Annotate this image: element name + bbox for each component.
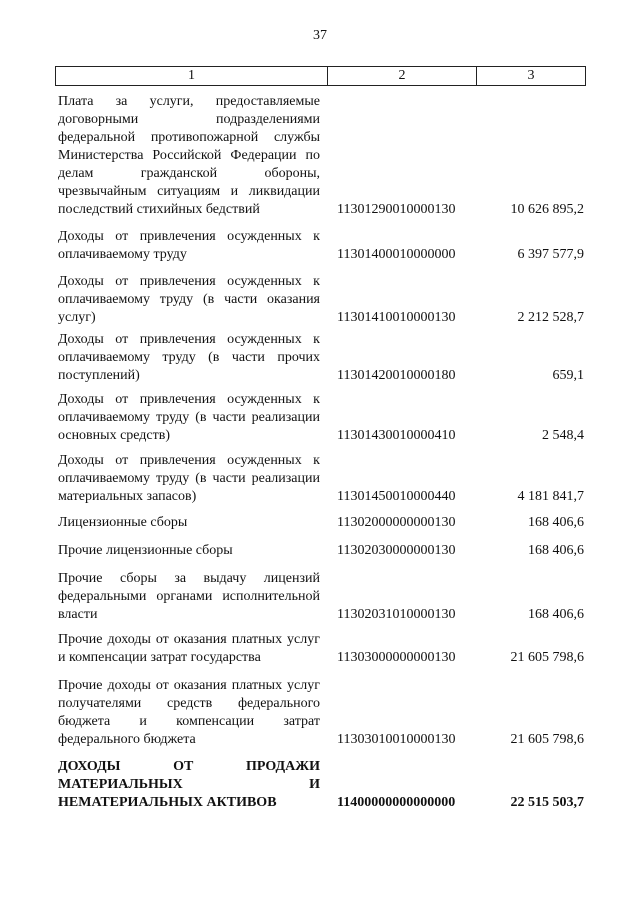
row-code: 11301450010000440 — [337, 489, 456, 504]
column-header-3: 3 — [527, 68, 535, 83]
row-name: Доходы от привлечения осужденных к оплачиваемому труду (в части оказания услуг) — [58, 274, 320, 325]
table-row — [55, 452, 586, 506]
row-code: 11302000000000130 — [337, 515, 456, 530]
row-name: Прочие сборы за выдачу лицензий федеральными органами исполнительной власти — [58, 571, 320, 622]
row-code: 11302031010000130 — [337, 607, 456, 622]
row-amount: 6 397 577,9 — [517, 247, 584, 262]
table-row — [55, 631, 586, 667]
table-row — [55, 391, 586, 445]
row-amount: 659,1 — [552, 368, 584, 383]
row-amount: 2 212 528,7 — [517, 310, 584, 325]
table-row — [55, 570, 586, 624]
row-name: Доходы от привлечения осужденных к оплачиваемому труду (в части реализации материальных запасов) — [58, 453, 320, 504]
row-amount: 21 605 798,6 — [510, 650, 584, 665]
table-row — [55, 93, 586, 219]
row-name: Доходы от привлечения осужденных к оплачиваемому труду (в части реализации основных средств) — [58, 392, 320, 443]
table-row — [55, 331, 586, 385]
row-amount: 10 626 895,2 — [510, 202, 584, 217]
row-name: Доходы от привлечения осужденных к оплачиваемому труду (в части прочих поступлений) — [58, 332, 320, 383]
table-row-section-total — [55, 758, 586, 812]
column-header-2: 2 — [328, 67, 477, 85]
page-number: 37 — [313, 28, 327, 43]
table-row — [55, 514, 586, 532]
table-row — [55, 542, 586, 560]
row-name: Прочие доходы от оказания платных услуг и компенсации затрат государства — [58, 632, 320, 665]
table-row — [55, 677, 586, 749]
row-amount: 22 515 503,7 — [510, 795, 584, 810]
row-name: Плата за услуги, предоставляемые договорными подразделениями федеральной противопожарной службы Министерства Российской Федерации по делам гражданской обороны, чрезвычайным ситуациям и ликвидации последствий стихийных бедствий — [58, 94, 320, 217]
row-code: 11301430010000410 — [337, 428, 456, 443]
row-amount: 168 406,6 — [528, 543, 584, 558]
row-name: Лицензионные сборы — [58, 515, 188, 530]
row-amount: 4 181 841,7 — [517, 489, 584, 504]
row-amount: 21 605 798,6 — [510, 732, 584, 747]
row-amount: 168 406,6 — [528, 515, 584, 530]
row-name: Прочие доходы от оказания платных услуг получателями средств федерального бюджета и компенсации затрат федерального бюджета — [58, 678, 320, 747]
row-name: ДОХОДЫ ОТ ПРОДАЖИ МАТЕРИАЛЬНЫХ И НЕМАТЕРИАЛЬНЫХ АКТИВОВ — [58, 759, 320, 810]
row-code: 11301400010000000 — [337, 247, 456, 262]
row-code: 11301290010000130 — [337, 202, 456, 217]
row-name: Доходы от привлечения осужденных к оплачиваемому труду — [58, 229, 320, 262]
table-row — [55, 228, 586, 264]
row-code: 11302030000000130 — [337, 543, 456, 558]
row-amount: 168 406,6 — [528, 607, 584, 622]
column-header-1: 1 — [56, 67, 328, 85]
row-name: Прочие лицензионные сборы — [58, 543, 233, 558]
row-code: 11301420010000180 — [337, 368, 456, 383]
row-code: 11303010010000130 — [337, 732, 456, 747]
row-amount: 2 548,4 — [542, 428, 584, 443]
row-code: 11400000000000000 — [337, 795, 456, 810]
row-code: 11303000000000130 — [337, 650, 456, 665]
row-code: 11301410010000130 — [337, 310, 456, 325]
table-row — [55, 273, 586, 327]
